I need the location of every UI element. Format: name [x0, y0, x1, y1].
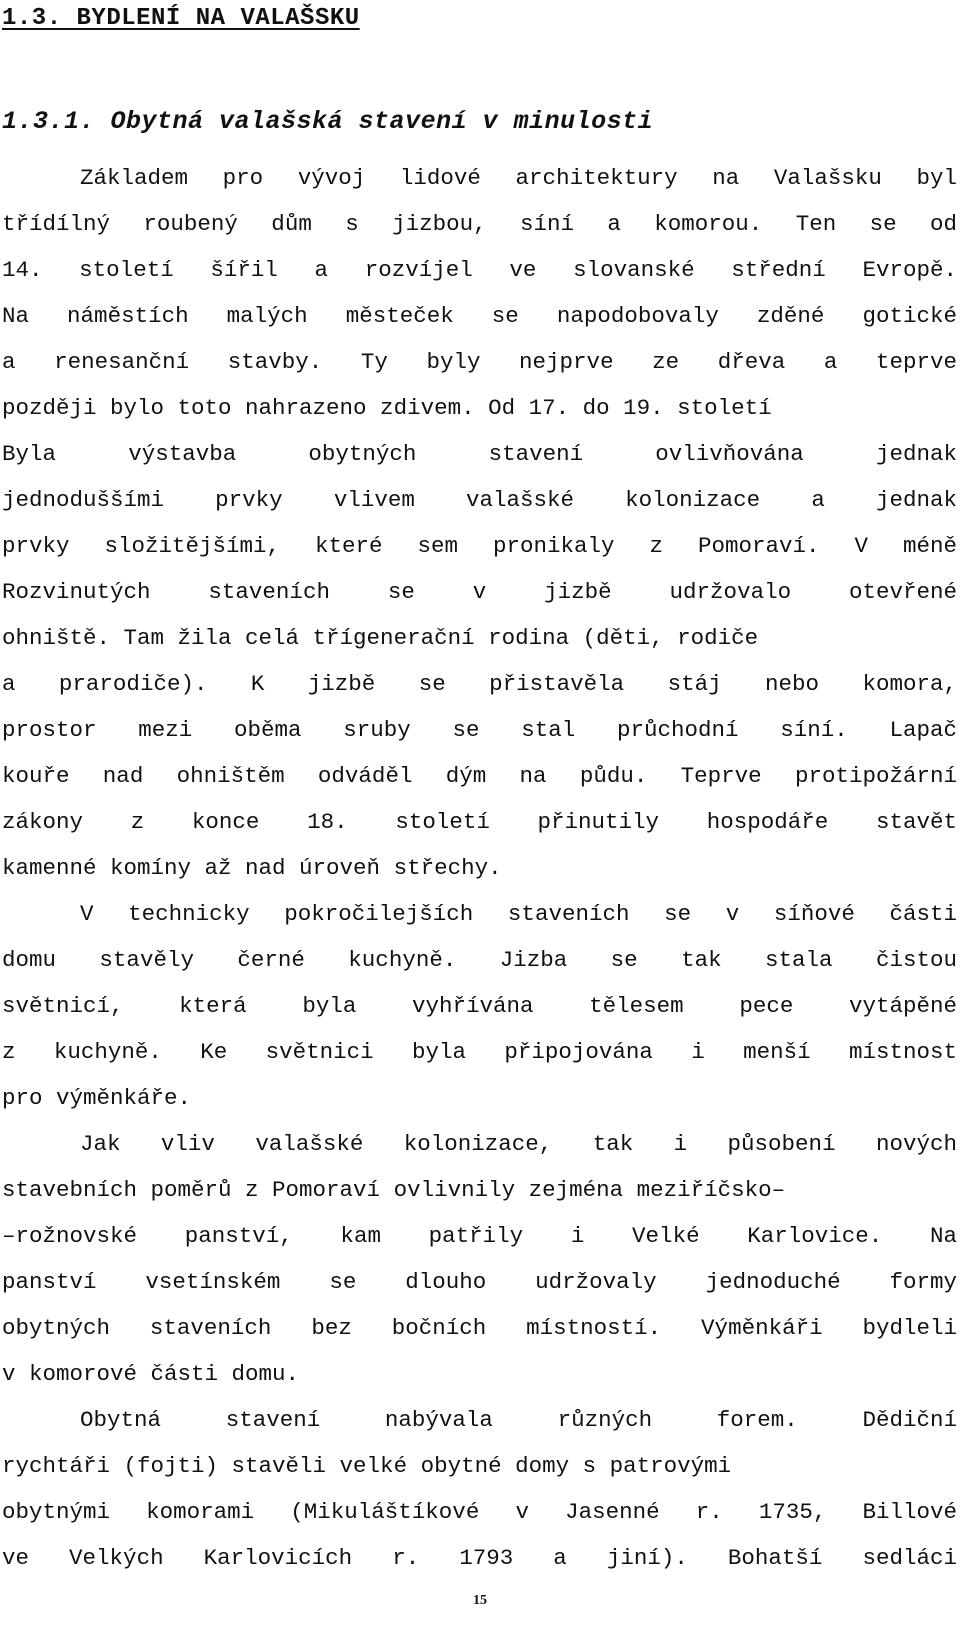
text-line: prostor mezi oběma sruby se stal průchodní síní. Lapač [2, 717, 957, 743]
text-line: z kuchyně. Ke světnici byla připojována i menší místnost [2, 1039, 957, 1065]
text-line: panství vsetínském se dlouho udržovaly jednoduché formy [2, 1269, 957, 1295]
text-line: později bylo toto nahrazeno zdivem. Od 17. do 19. století [2, 395, 772, 421]
chapter-title: 1.3. BYDLENÍ NA VALAŠSKU [2, 5, 360, 32]
text-line: Na náměstích malých městeček se napodobovaly zděné gotické [2, 303, 957, 329]
page-number: 15 [473, 1593, 487, 1608]
text-line: obytných staveních bez bočních místností. Výměnkáři bydleli [2, 1315, 957, 1341]
text-line: v komorové části domu. [2, 1361, 300, 1387]
text-line: –rožnovské panství, kam patřily i Velké Karlovice. Na [2, 1223, 957, 1249]
text-line: prvky složitějšími, které sem pronikaly z Pomoraví. V méně [2, 533, 957, 559]
text-line: Byla výstavba obytných stavení ovlivňována jednak [2, 441, 957, 467]
text-line: domu stavěly černé kuchyně. Jizba se tak stala čistou [2, 947, 957, 973]
section-title: 1.3.1. Obytná valašská stavení v minulosti [2, 107, 654, 136]
text-line: ohniště. Tam žila celá třígenerační rodina (děti, rodiče [2, 625, 759, 651]
text-line: jednoduššími prvky vlivem valašské kolonizace a jednak [2, 487, 957, 513]
text-line: ve Velkých Karlovicích r. 1793 a jiní). Bohatší sedláci [2, 1545, 957, 1571]
text-line: pro výměnkáře. [2, 1085, 192, 1111]
text-line: 14. století šířil a rozvíjel ve slovanské střední Evropě. [2, 257, 957, 283]
text-line: obytnými komorami (Mikuláštíkové v Jasenné r. 1735, Billové [2, 1499, 957, 1525]
text-line: stavebních poměrů z Pomoraví ovlivnily zejména meziříčsko– [2, 1177, 786, 1203]
text-line: třídílný roubený dům s jizbou, síní a komorou. Ten se od [2, 211, 957, 237]
text-line: světnicí, která byla vyhřívána tělesem pece vytápěné [2, 993, 957, 1019]
body-text [2, 155, 957, 1581]
text-line: V technicky pokročilejších staveních se v síňové části [80, 901, 957, 927]
text-line: rychtáři (fojti) stavěli velké obytné domy s patrovými [2, 1453, 732, 1479]
text-line: zákony z konce 18. století přinutily hospodáře stavět [2, 809, 957, 835]
text-line: Základem pro vývoj lidové architektury na Valašsku byl [80, 165, 957, 191]
text-line: kamenné komíny až nad úroveň střechy. [2, 855, 502, 881]
text-line: a renesanční stavby. Ty byly nejprve ze dřeva a teprve [2, 349, 957, 375]
text-line: Obytná stavení nabývala různých forem. Dědiční [80, 1407, 957, 1433]
text-line: kouře nad ohništěm odváděl dým na půdu. Teprve protipožární [2, 763, 957, 789]
text-line: Jak vliv valašské kolonizace, tak i působení nových [80, 1131, 957, 1157]
text-line: Rozvinutých staveních se v jizbě udržovalo otevřené [2, 579, 957, 605]
text-line: a prarodiče). K jizbě se přistavěla stáj nebo komora, [2, 671, 957, 697]
